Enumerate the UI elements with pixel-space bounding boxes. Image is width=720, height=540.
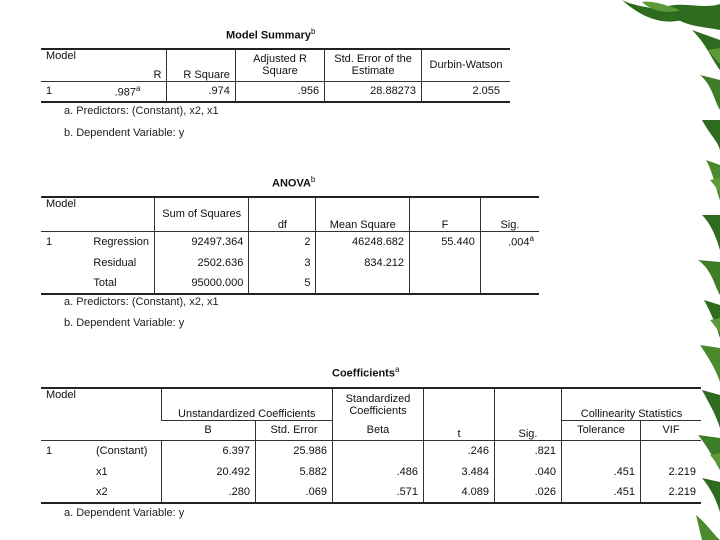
coef-b: 20.492 [161,461,256,482]
coef-vif: 2.219 [641,482,702,503]
coef-header-sig: Sig. [495,388,562,440]
anova-ss: 95000.000 [155,273,249,294]
anova-title: ANOVA$^b$ [272,175,316,190]
anova-model: 1 [46,235,53,248]
coefficients-title: Coefficients$^a$ [332,365,400,380]
ms-r-square: .974 [167,81,235,102]
coef-header-collin: Collinearity Statistics [562,388,702,420]
ms-model: 1 [46,85,53,98]
anova-row-label: Total [93,277,117,289]
anova-header-f: F [410,197,481,231]
anova-sig [480,273,539,294]
coef-header-unstd: Unstandardized Coefficients [161,388,333,420]
coef-vif [641,440,702,461]
anova-ms: 46248.682 [316,231,410,252]
anova-header-ms: Mean Square [316,197,410,231]
coef-row-label: (Constant) [96,444,148,457]
coef-vif: 2.219 [641,461,702,482]
coef-header-tolerance: Tolerance [562,420,641,440]
model-summary-title: Model Summary$^b$ [226,27,316,42]
anova-header-sig: Sig. [480,197,539,231]
coefficients-table [41,387,701,504]
coef-tolerance [562,440,641,461]
coef-se: .069 [256,482,333,503]
coef-t: 3.484 [424,461,495,482]
coef-beta [333,440,424,461]
coef-row-label: x1 [96,465,108,478]
ms-note-a: a. Predictors: (Constant), x2, x1 [64,105,219,117]
coef-header-beta: Beta [333,420,424,440]
anova-f [410,252,481,273]
model-summary-table [41,48,510,103]
anova-ss: 92497.364 [155,231,249,252]
anova-ms [316,273,410,294]
ms-note-b: b. Dependent Variable: y [64,127,185,139]
coef-sig: .026 [495,482,562,503]
coef-se: 5.882 [256,461,333,482]
coef-beta: .571 [333,482,424,503]
coef-sig: .821 [495,440,562,461]
anova-ms: 834.212 [316,252,410,273]
ms-std-error: 28.88273 [325,81,422,102]
anova-header-model: Model [41,197,155,231]
ms-adj-r-square: .956 [235,81,324,102]
anova-note-a: a. Predictors: (Constant), x2, x1 [64,296,219,308]
anova-df: 5 [249,273,316,294]
anova-ss: 2502.636 [155,252,249,273]
anova-df: 3 [249,252,316,273]
coef-header-model: Model [41,388,161,440]
coef-t: 4.089 [424,482,495,503]
header-r-square: R Square [167,49,235,81]
header-std-error: Std. Error of the Estimate [325,49,422,81]
anova-df: 2 [249,231,316,252]
coef-sig: .040 [495,461,562,482]
coef-beta: .486 [333,461,424,482]
anova-sig [480,252,539,273]
anova-header-df: df [249,197,316,231]
coef-header-b: B [161,420,256,440]
coef-row-label: x2 [96,486,108,498]
anova-f [410,273,481,294]
ms-r: .987$^a$ [114,83,141,99]
coef-header-se: Std. Error [256,420,333,440]
coef-b: 6.397 [161,440,256,461]
coef-se: 25.986 [256,440,333,461]
anova-table [41,196,539,295]
ms-durbin-watson: 2.055 [422,81,510,102]
anova-note-b: b. Dependent Variable: y [64,317,185,329]
anova-header-ss: Sum of Squares [155,197,249,231]
anova-row-label: Residual [93,256,137,269]
anova-row-label: Regression [93,235,150,248]
coef-b: .280 [161,482,256,503]
header-model: Model [41,49,110,81]
coef-note-a: a. Dependent Variable: y [64,507,185,519]
header-r: R [110,49,167,81]
header-durbin-watson: Durbin-Watson [422,49,510,81]
anova-f: 55.440 [410,231,481,252]
coef-header-t: t [424,388,495,440]
coef-t: .246 [424,440,495,461]
coef-tolerance: .451 [562,461,641,482]
coef-model: 1 [46,444,53,457]
coef-tolerance: .451 [562,482,641,503]
header-adj-r-square: Adjusted R Square [235,49,324,81]
coef-header-std: Standardized Coefficients [333,388,424,420]
anova-sig: .004$^a$ [480,231,539,252]
coef-header-vif: VIF [641,420,702,440]
